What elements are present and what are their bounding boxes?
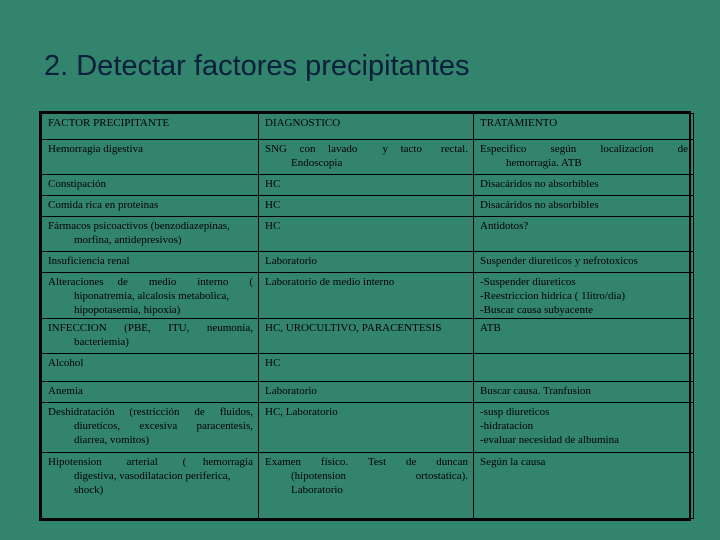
factor-cell: Insuficiencia renal <box>42 252 259 273</box>
table-row <box>42 319 694 354</box>
factor-cell: Hipotension arterial ( hemorragia digestiva, vasodilatacion periferica, shock) <box>42 453 259 519</box>
factor-cell: Alteraciones de medio interno ( hiponatremia, alcalosis metabolica, hipopotasemia, hipoxia) <box>42 273 259 319</box>
table-row <box>42 453 694 519</box>
tratamiento-cell: -Suspender diureticos -Reestriccion hidrica ( 1litro/dia) -Buscar causa subyacente <box>474 273 694 319</box>
table-row <box>42 217 694 252</box>
tratamiento-cell: ATB <box>474 319 694 354</box>
factor-cell: Comida rica en proteinas <box>42 196 259 217</box>
diagnostico-cell: Examen físico. Test de duncan (hipotension ortostatica). Laboratorio <box>259 453 474 519</box>
tratamiento-cell: Especifico según localizacion de hemorragia. ATB <box>474 140 694 175</box>
diagnostico-cell: Laboratorio <box>259 252 474 273</box>
tratamiento-cell: Disacáridos no absorbibles <box>474 175 694 196</box>
tratamiento-cell: Disacáridos no absorbibles <box>474 196 694 217</box>
table-row <box>42 140 694 175</box>
tratamiento-cell: -susp diureticos -hidratacion -evaluar necesidad de albumina <box>474 403 694 453</box>
diagnostico-cell: SNG con lavado y tacto rectal. Endoscopia <box>259 140 474 175</box>
factor-cell: Anemia <box>42 382 259 403</box>
diagnostico-cell: Laboratorio de medio interno <box>259 273 474 319</box>
header-factor: FACTOR PRECIPITANTE <box>42 114 259 140</box>
diagnostico-cell: HC <box>259 217 474 252</box>
tratamiento-cell: Según la causa <box>474 453 694 519</box>
table-row <box>42 196 694 217</box>
header-diagnostico: DIAGNOSTICO <box>259 114 474 140</box>
factor-cell: INFECCION (PBE, ITU, neumonía, bacteriemia) <box>42 319 259 354</box>
table-row <box>42 354 694 382</box>
factor-cell: Fármacos psicoactivos (benzodiazepinas, morfina, antidepresivos) <box>42 217 259 252</box>
table-row <box>42 382 694 403</box>
factor-cell: Constipación <box>42 175 259 196</box>
table-row <box>42 252 694 273</box>
slide-title: 2. Detectar factores precipitantes <box>44 50 470 82</box>
table-header-row <box>42 114 694 140</box>
tratamiento-cell: Antidotos? <box>474 217 694 252</box>
diagnostico-cell: HC, Laboratorio <box>259 403 474 453</box>
diagnostico-cell: Laboratorio <box>259 382 474 403</box>
diagnostico-cell: HC <box>259 175 474 196</box>
precipitating-factors-table <box>39 111 691 521</box>
header-tratamiento: TRATAMIENTO <box>474 114 694 140</box>
diagnostico-cell: HC <box>259 354 474 382</box>
factor-cell: Hemorragia digestiva <box>42 140 259 175</box>
diagnostico-cell: HC, UROCULTIVO, PARACENTESIS <box>259 319 474 354</box>
tratamiento-cell: Suspender diureticos y nefrotoxicos <box>474 252 694 273</box>
diagnostico-cell: HC <box>259 196 474 217</box>
factor-cell: Deshidratación (restricción de fluidos, diureticos, excesiva paracentesis, diarrea, vomitos) <box>42 403 259 453</box>
factor-cell: Alcohol <box>42 354 259 382</box>
table-row <box>42 403 694 453</box>
table-row <box>42 273 694 319</box>
tratamiento-cell <box>474 354 694 382</box>
tratamiento-cell: Buscar causa. Tranfusion <box>474 382 694 403</box>
table-row <box>42 175 694 196</box>
diagnostico-text: SNG con lavado y tacto rectal. <box>265 143 468 155</box>
